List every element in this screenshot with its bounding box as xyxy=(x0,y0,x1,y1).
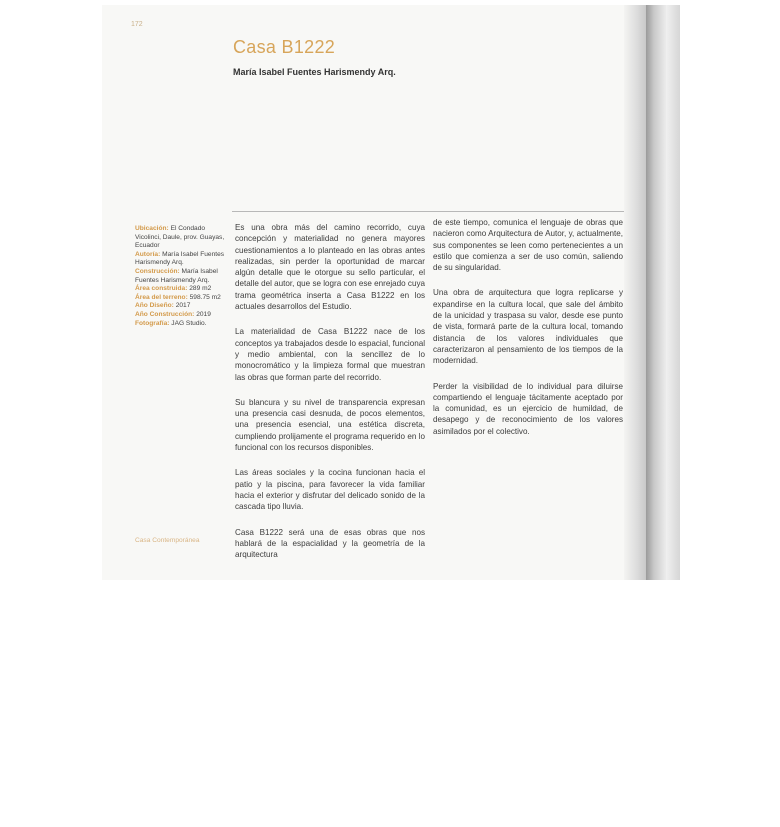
detail-label: Fotografía: xyxy=(135,319,170,327)
detail-value: 598.75 m2 xyxy=(189,293,221,301)
detail-item xyxy=(135,302,227,311)
body-column-2 xyxy=(433,217,623,451)
detail-item xyxy=(135,285,227,294)
body-column-1 xyxy=(235,222,425,574)
paragraph: Una obra de arquitectura que logra replicarse y expandirse en la cultura local, que sale del ámbito de la unicidad y traspasa su valor, desde ese punto de vista, formará parte de la cultura local, tomando distancia de los valores individuales que caracterizaron al pensamiento de los tiempos de la modernidad. xyxy=(433,288,623,366)
detail-value: El Condado Vicolinci, Daule, prov. Guayas, Ecuador xyxy=(135,225,225,250)
detail-label: Año Construcción: xyxy=(135,310,195,318)
paragraph: La materialidad de Casa B1222 nace de los conceptos ya trabajados desde lo espacial, funcional y medio ambiental, con la sencillez de lo monocromático y la limpieza formal que muestran las obras que forman parte del recorrido. xyxy=(235,327,425,382)
page-gutter-shadow xyxy=(624,5,646,580)
paragraph: Perder la visibilidad de lo individual para diluirse compartiendo el lenguaje tácitamente aceptado por la comunidad, es un ejercicio de humildad, de desapego y de reconocimiento de los valores asimilados por el colectivo. xyxy=(433,381,623,436)
paragraph: Es una obra más del camino recorrido, cuya concepción y materialidad no genera mayores cuestionamientos a lo planteado en las obras antes realizadas, sin perder la oportunidad de marcar algún detalle que le otorgue su sello particular, el detalle del autor, que se logra con ese enrejado cuya trama geométrica inserta a Casa B1222 en los actuales desarrollos del Estudio. xyxy=(235,223,425,312)
detail-item xyxy=(135,251,227,268)
detail-value: JAG Studio. xyxy=(171,319,207,327)
detail-value: María Isabel Fuentes Harismendy Arq. xyxy=(135,250,225,267)
detail-value: María Isabel Fuentes Harismendy Arq. xyxy=(135,267,218,284)
paragraph: Su blancura y su nivel de transparencia expresan una presencia casi desnuda, de pocos elementos, una presencia esencial, una estética discreta, cumpliendo prolijamente el programa requerido en lo funcional con los recursos disponibles. xyxy=(235,397,425,453)
next-page-edge xyxy=(666,5,680,580)
detail-label: Construcción: xyxy=(135,267,180,275)
detail-label: Área construida: xyxy=(135,285,188,293)
detail-label: Ubicación: xyxy=(135,225,169,232)
divider xyxy=(232,211,624,212)
detail-value: 2019 xyxy=(196,310,211,318)
detail-item xyxy=(135,294,227,303)
detail-value: 289 m2 xyxy=(189,285,212,293)
section-footer: Casa Contemporánea xyxy=(135,537,200,544)
detail-item xyxy=(135,311,227,320)
detail-label: Autoría: xyxy=(135,250,161,258)
page-fold xyxy=(646,5,666,580)
paragraph: de este tiempo, comunica el lenguaje de obras que nacieron como Arquitectura de Autor, y, actualmente, sus componentes se leen como pertenecientes a un estilo que comienza a ser de uso común, saliendo de su singularidad. xyxy=(433,218,623,273)
author-name: María Isabel Fuentes Harismendy Arq. xyxy=(233,67,396,77)
detail-item xyxy=(135,268,227,285)
paragraph: Casa B1222 será una de esas obras que nos hablará de la espacialidad y la geometría de la arquitectura xyxy=(235,527,425,560)
detail-value: 2017 xyxy=(175,302,191,310)
page-number: 172 xyxy=(131,21,143,28)
page-title: Casa B1222 xyxy=(233,37,336,57)
detail-item xyxy=(135,225,227,251)
paragraph: Las áreas sociales y la cocina funcionan hacia el patio y la piscina, para favorecer la vida familiar hacia el exterior y disfrutar del delicado sonido de la cascada tipo lluvia. xyxy=(235,468,425,512)
detail-label: Año Diseño: xyxy=(135,302,174,310)
project-details xyxy=(135,225,227,328)
detail-item xyxy=(135,320,227,329)
detail-label: Área del terreno: xyxy=(135,293,188,301)
